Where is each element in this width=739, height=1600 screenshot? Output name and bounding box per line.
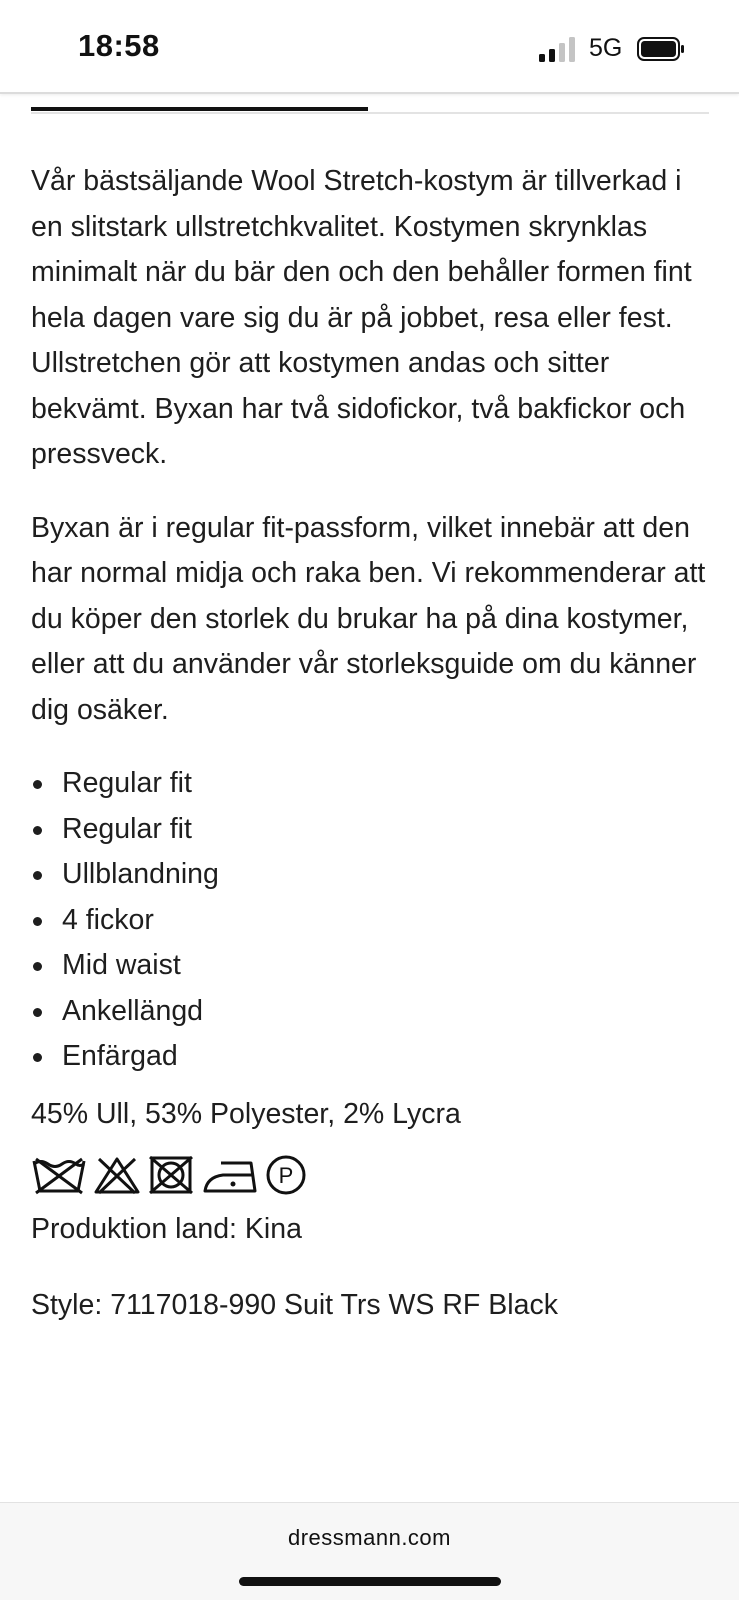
network-type: 5G <box>589 34 623 62</box>
status-time: 18:58 <box>78 28 160 63</box>
feature-item: Regular fit <box>31 807 721 853</box>
do-not-wash-icon <box>31 1155 87 1195</box>
feature-list <box>31 761 721 1080</box>
professional-dry-clean-icon <box>265 1154 307 1196</box>
feature-item: 4 fickor <box>31 898 721 944</box>
feature-item: Ankellängd <box>31 989 721 1035</box>
cellular-signal-icon <box>539 36 579 62</box>
production-country: Produktion land: Kina <box>31 1213 302 1245</box>
status-bar <box>0 0 739 94</box>
feature-item: Regular fit <box>31 761 721 807</box>
fit-paragraph: Byxan är i regular fit-passform, vilket innebär att den har normal midja och raka ben. Vi rekommenderar att du köper den storlek du brukar ha på dina kostymer, eller att du använder vår storleksguide om du känner dig osäker. <box>31 511 706 726</box>
tab-track <box>31 112 709 114</box>
active-tab-indicator <box>31 107 368 111</box>
do-not-tumble-dry-icon <box>147 1155 195 1195</box>
style-number: Style: 7117018-990 Suit Trs WS RF Black <box>31 1288 558 1321</box>
url-domain[interactable]: dressmann.com <box>287 1525 451 1550</box>
browser-bottom-bar <box>0 1502 739 1600</box>
material-composition: 45% Ull, 53% Polyester, 2% Lycra <box>31 1097 461 1130</box>
care-instructions <box>31 1153 721 1197</box>
product-description <box>31 159 721 1328</box>
feature-item: Ullblandning <box>31 852 721 898</box>
do-not-bleach-icon <box>93 1155 141 1195</box>
description-paragraph: Vår bästsäljande Wool Stretch-kostym är tillverkad i en slitstark ullstretchkvalitet. Kostymen skrynklas minimalt när du bär den och den behåller formen fint hela dagen vare sig du är på jobbet, resa eller fest. Ullstretchen gör att kostymen andas och sitter bekvämt. Byxan har två sidofickor, två bakfickor och pressveck. <box>31 165 692 470</box>
tab-indicator-bar <box>31 107 709 115</box>
feature-item: Mid waist <box>31 943 721 989</box>
home-indicator[interactable] <box>239 1577 501 1586</box>
battery-icon <box>637 37 685 61</box>
iron-low-heat-icon <box>201 1155 259 1195</box>
svg-text:P: P <box>278 1163 294 1188</box>
feature-item: Enfärgad <box>31 1034 721 1080</box>
